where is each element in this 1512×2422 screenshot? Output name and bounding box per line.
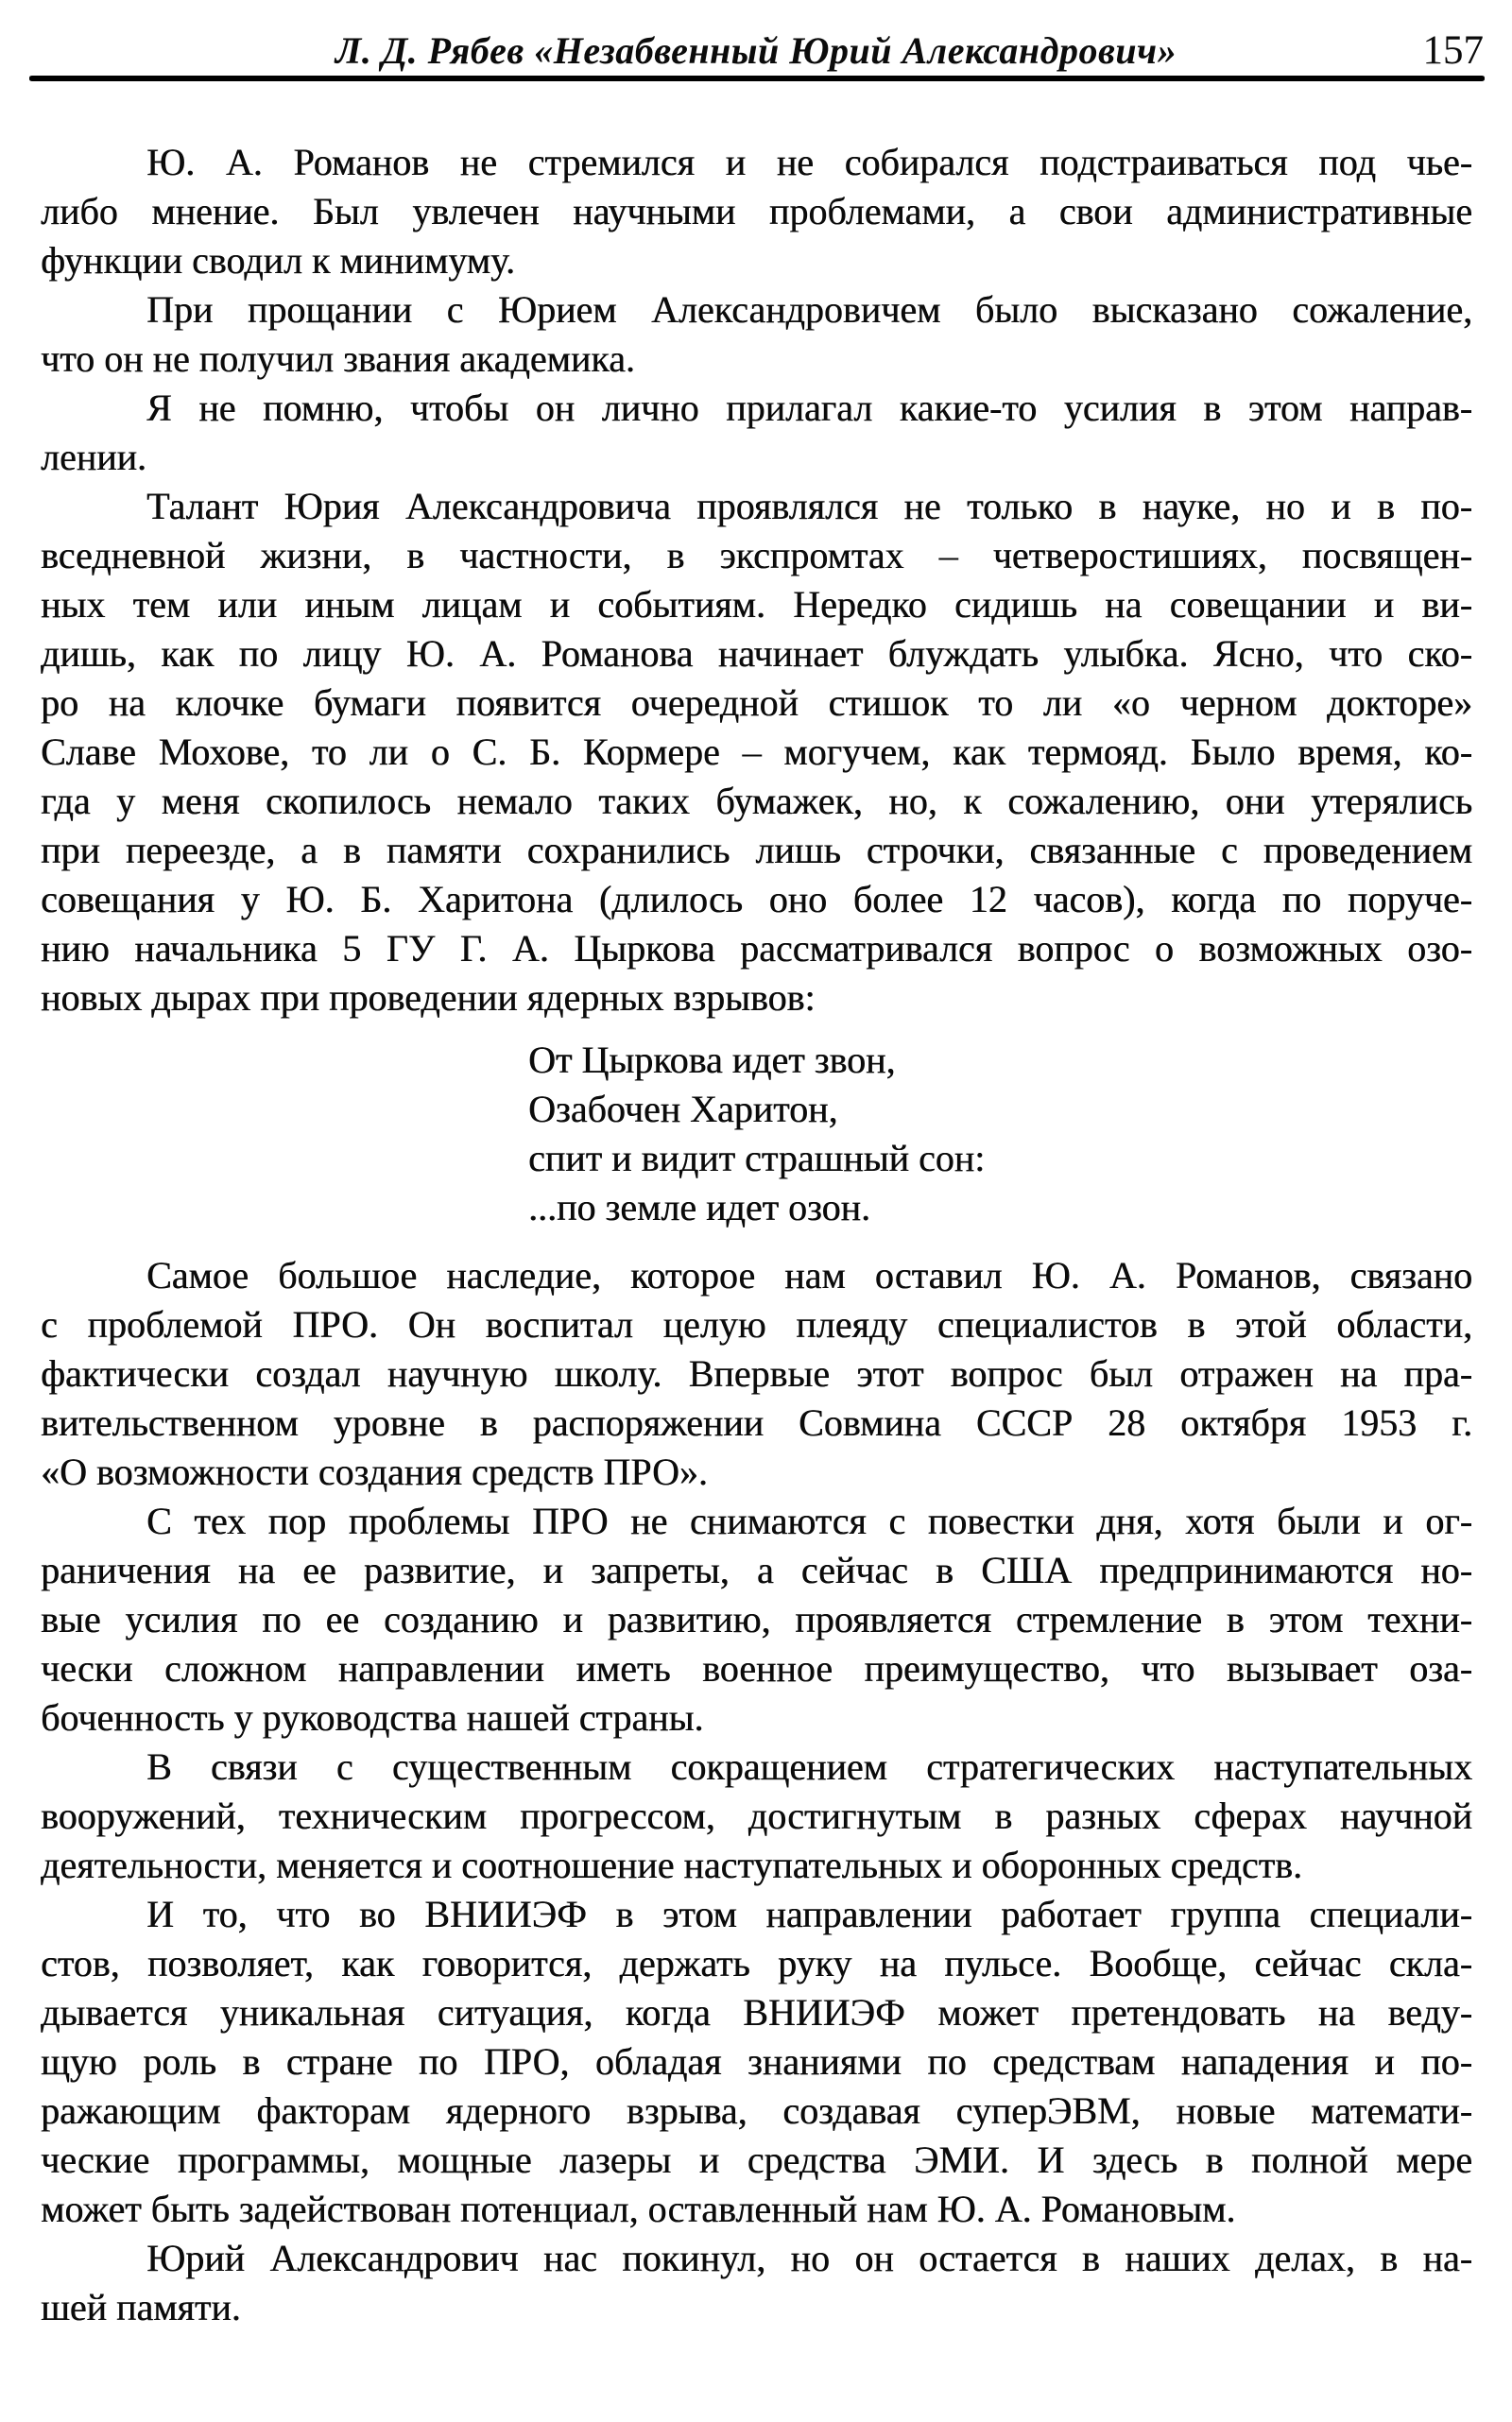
text-line: Юрий Александрович нас покинул, но он остается в наших делах, в на- — [146, 2237, 1472, 2279]
text-line: стов, позволяет, как говорится, держать руку на пульсе. Вообще, сейчас скла- — [41, 1942, 1472, 1984]
paragraph — [41, 384, 1472, 482]
text-line: нию начальника 5 ГУ Г. А. Цыркова рассматривался вопрос о возможных озо- — [41, 927, 1472, 970]
text-line: И то, что во ВНИИЭФ в этом направлении работает группа специали- — [146, 1893, 1472, 1935]
text-line: новых дырах при проведении ядерных взрывов: — [41, 976, 816, 1019]
text-line: чески сложном направлении иметь военное преимущество, что вызывает оза- — [41, 1647, 1472, 1690]
paragraph — [41, 138, 1472, 285]
text-line: Славе Мохове, то ли о С. Б. Кормере – могучем, как термояд. Было время, ко- — [41, 730, 1472, 773]
text-line: что он не получил звания академика. — [41, 337, 635, 380]
text-line: вые усилия по ее созданию и развитию, проявляется стремление в этом техни- — [41, 1598, 1472, 1640]
text-line: ческие программы, мощные лазеры и средства ЭМИ. И здесь в полной мере — [41, 2139, 1472, 2181]
text-line: «О возможности создания средств ПРО». — [41, 1451, 708, 1493]
text-line: вседневной жизни, в частности, в экспромтах – четверостишиях, посвящен- — [41, 534, 1472, 576]
body-text — [41, 138, 1472, 2332]
text-line: дывается уникальная ситуация, когда ВНИИЭФ может претендовать на веду- — [41, 1991, 1472, 2034]
paragraph — [41, 482, 1472, 1022]
paragraph — [41, 1251, 1472, 1497]
text-line: шей памяти. — [41, 2286, 241, 2328]
text-line: лении. — [41, 436, 146, 478]
text-line: может быть задействован потенциал, оставленный нам Ю. А. Романовым. — [41, 2188, 1236, 2230]
text-line: ных тем или иным лицам и событиям. Нередко сидишь на совещании и ви- — [41, 583, 1472, 626]
verse-block — [528, 1036, 1472, 1232]
text-line: гда у меня скопилось немало таких бумажек, но, к сожалению, они утерялись — [41, 780, 1472, 822]
text-line: ро на клочке бумаги появится очередной стишок то ли «о черном докторе» — [41, 681, 1472, 724]
text-line: Я не помню, чтобы он лично прилагал какие-то усилия в этом направ- — [146, 386, 1472, 429]
text-line: В связи с существенным сокращением стратегических наступательных — [146, 1745, 1472, 1788]
paragraph — [41, 2234, 1472, 2332]
text-line: либо мнение. Был увлечен научными проблемами, а свои административные — [41, 190, 1472, 232]
header-title: Л. Д. Рябев «Незабвенный Юрий Александрович» — [335, 29, 1177, 72]
paragraph — [41, 1890, 1472, 2234]
verse-line: спит и видит страшный сон: — [528, 1137, 986, 1179]
text-line: боченность у руководства нашей страны. — [41, 1696, 704, 1739]
paragraph — [41, 1497, 1472, 1743]
text-line: вооружений, техническим прогрессом, достигнутым в разных сферах научной — [41, 1795, 1472, 1837]
text-line: раничения на ее развитие, и запреты, а сейчас в США предпринимаются но- — [41, 1549, 1472, 1591]
text-line: функции сводил к минимуму. — [41, 239, 515, 282]
paragraph — [41, 1743, 1472, 1890]
header-rule — [29, 76, 1485, 81]
text-line: дишь, как по лицу Ю. А. Романова начинает блуждать улыбка. Ясно, что ско- — [41, 632, 1472, 675]
text-line: Талант Юрия Александровича проявлялся не только в науке, но и в по- — [146, 485, 1472, 527]
verse-line: Озабочен Харитон, — [528, 1088, 838, 1130]
text-line: совещания у Ю. Б. Харитона (длилось оно более 12 часов), когда по поруче- — [41, 878, 1472, 920]
text-line: фактически создал научную школу. Впервые этот вопрос был отражен на пра- — [41, 1352, 1472, 1395]
text-line: с проблемой ПРО. Он воспитал целую плеяду специалистов в этой области, — [41, 1303, 1472, 1346]
text-line: вительственном уровне в распоряжении Совмина СССР 28 октября 1953 г. — [41, 1401, 1472, 1444]
text-line: Ю. А. Романов не стремился и не собирался подстраиваться под чье- — [146, 141, 1472, 183]
text-line: Самое большое наследие, которое нам оставил Ю. А. Романов, связано — [146, 1254, 1472, 1297]
text-line: ражающим факторам ядерного взрыва, создавая суперЭВМ, новые математи- — [41, 2089, 1472, 2132]
text-line: С тех пор проблемы ПРО не снимаются с повестки дня, хотя были и ог- — [146, 1500, 1472, 1542]
page-number: 157 — [1422, 28, 1484, 73]
paragraph — [41, 285, 1472, 384]
text-line: щую роль в стране по ПРО, обладая знаниями по средствам нападения и по- — [41, 2040, 1472, 2083]
text-line: При прощании с Юрием Александровичем было высказано сожаление, — [146, 288, 1472, 331]
verse-line: ...по земле идет озон. — [528, 1186, 870, 1228]
text-line: при переезде, а в памяти сохранились лишь строчки, связанные с проведением — [41, 829, 1472, 871]
verse-line: От Цыркова идет звон, — [528, 1039, 896, 1081]
running-header — [0, 25, 1512, 77]
text-line: деятельности, меняется и соотношение наступательных и оборонных средств. — [41, 1844, 1302, 1886]
